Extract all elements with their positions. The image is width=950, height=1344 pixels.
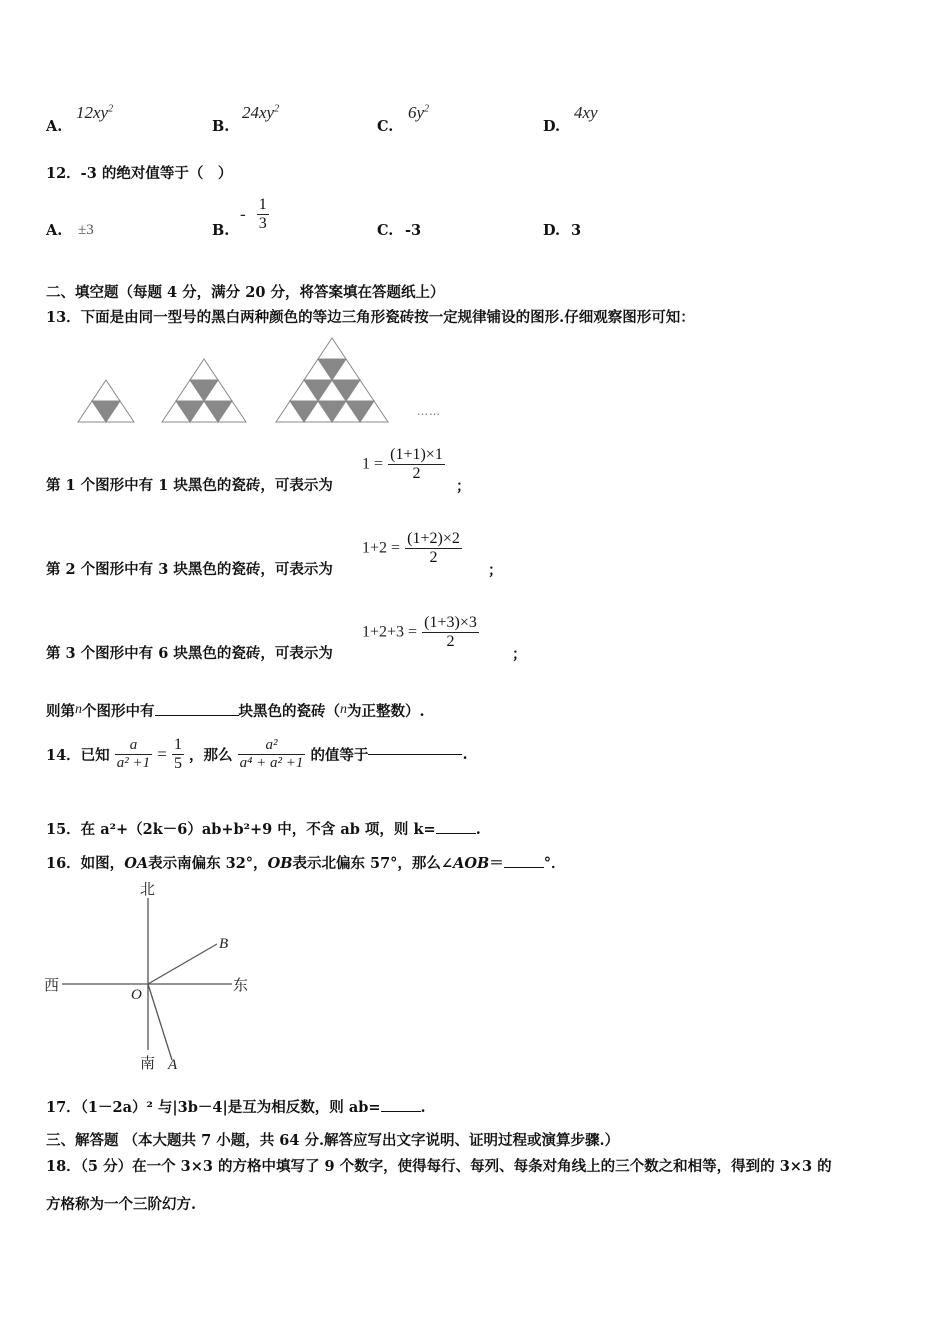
west-label: 西: [44, 976, 60, 994]
q13-line3-semicolon: ；: [512, 646, 527, 663]
q15: 15．在 a²+（2k－6）ab+b²+9 中，不含 ab 项，则 k= .: [46, 821, 481, 838]
q13-line1-semicolon: ；: [456, 478, 471, 495]
q17-answer-blank[interactable]: [381, 1111, 421, 1112]
q13-stem: 13．下面是由同一型号的黑白两种颜色的等边三角形瓷砖按一定规律铺设的图形.仔细观察图形可知：: [46, 309, 695, 326]
triangle-figure-3: [276, 338, 388, 422]
q18-line2: 方格称为一个三阶幻方.: [46, 1196, 197, 1213]
q12-option-d-value: 3: [571, 222, 582, 239]
q11-option-b-label: B.: [212, 118, 230, 135]
q12-option-b-value: - $\frac{1}{3}$: [240, 196, 267, 232]
q12-option-b-label: B.: [212, 222, 230, 239]
q16: 16．如图，OA表示南偏东 32°，OB表示北偏东 57°，那么∠AOB＝ °．: [46, 855, 566, 872]
q11-option-a-label: A.: [46, 118, 63, 135]
q12-option-a-value: ±3: [78, 222, 94, 238]
section2-title: 二、填空题（每题 4 分，满分 20 分，将答案填在答题纸上）: [46, 284, 445, 301]
triangle-figure-2: [162, 359, 246, 422]
q18-line1: 18．（5 分）在一个 3×3 的方格中填写了 9 个数字，使得每行、每列、每条对角线上的三个数之和相等，得到的 3×3 的: [46, 1158, 832, 1175]
q13-line1-text: 第 1 个图形中有 1 块黑色的瓷砖，可表示为: [46, 477, 333, 494]
q14: 14．已知 $\frac{a}{\text{a² +1}}$ = $\frac{1}{5}$ ，那么 $\frac{\text{a²}}{\text{a⁴ + a² +1}}$ 的值等于 .: [46, 736, 468, 772]
q13-answer-blank[interactable]: [155, 715, 239, 716]
q12-option-a-label: A.: [46, 222, 63, 239]
q12-option-c-label: C.: [377, 222, 394, 239]
q11-option-b-math: $24xy^2$: [242, 103, 280, 122]
north-label: 北: [140, 880, 156, 898]
q12-option-d-label: D.: [543, 222, 561, 239]
origin-label: O: [131, 987, 142, 1003]
section3-title: 三、解答题 （本大题共 7 小题，共 64 分.解答应写出文字说明、证明过程或演算步骤.）: [46, 1132, 620, 1149]
q12-option-c-value: -3: [405, 222, 422, 239]
q13-line2-text: 第 2 个图形中有 3 块黑色的瓷砖，可表示为: [46, 561, 333, 578]
q11-option-c-label: C.: [377, 118, 394, 135]
q11-option-d-label: D.: [543, 118, 561, 135]
q13-line3-text: 第 3 个图形中有 6 块黑色的瓷砖，可表示为: [46, 645, 333, 662]
point-b-label: B: [219, 936, 229, 952]
south-label: 南: [140, 1054, 156, 1072]
q16-answer-blank[interactable]: [504, 867, 544, 868]
q13-line1-formula: 1 = $\frac{(1+1)\times 1}{2}$: [362, 446, 443, 482]
q11-option-a-math: $12xy^2$: [76, 103, 114, 122]
q13-triangle-figures: [70, 336, 470, 428]
q13-line2-semicolon: ；: [488, 562, 503, 579]
q13-question: 则第n个图形中有 块黑色的瓷砖（n为正整数）.: [46, 702, 425, 720]
q12-stem: 12．-3 的绝对值等于（ ）: [46, 165, 233, 182]
q14-answer-blank[interactable]: [368, 754, 462, 755]
q13-dots: ……: [417, 405, 441, 418]
q11-option-d-math: 4xy: [574, 103, 598, 122]
q16-direction-diagram: [40, 878, 270, 1076]
q11-option-c-math: $6y^2$: [408, 103, 430, 122]
point-a-label: A: [168, 1057, 178, 1073]
q13-line3-formula: 1+2+3 = $\frac{(1+3)\times 3}{2}$: [362, 614, 477, 650]
q15-answer-blank[interactable]: [436, 833, 476, 834]
triangle-figure-1: [78, 380, 134, 422]
q13-line2-formula: 1+2 = $\frac{(1+2)\times 2}{2}$: [362, 530, 460, 566]
q17: 17．（1－2a）² 与|3b－4|是互为相反数，则 ab= .: [46, 1099, 426, 1116]
east-label: 东: [233, 976, 249, 994]
